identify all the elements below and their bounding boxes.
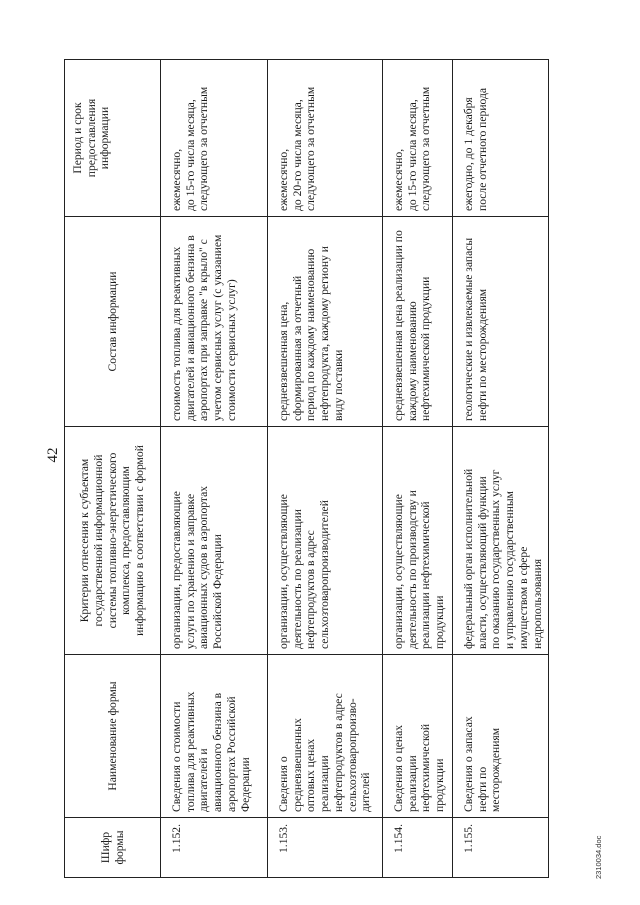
criteria-line: имуществом в сфере — [516, 546, 530, 649]
form-code-cell — [268, 818, 383, 878]
header-form-name — [65, 655, 161, 818]
period-line: следующего за отчетным — [197, 86, 211, 211]
form-name-line: нефти по — [475, 766, 489, 812]
form-code-cell — [161, 818, 268, 878]
info-content-line: стоимости сервисных услуг) — [224, 279, 238, 421]
form-name-line: реализации — [318, 755, 332, 812]
criteria-line: деятельность по реализации — [290, 509, 304, 649]
criteria-cell — [268, 427, 383, 655]
form-name-line: аэропортах Российской — [224, 696, 238, 812]
period-line: следующего за отчетным — [419, 86, 433, 211]
header-text-line: Наименование формы — [105, 681, 119, 791]
form-name-line: Сведения о ценах — [392, 724, 405, 812]
form-name-line: Сведения о стоимости — [170, 701, 183, 812]
criteria-line: и управлению государственным — [503, 490, 517, 649]
header-text-line: системы топливно-энергетического — [105, 452, 119, 629]
table-row — [268, 60, 383, 878]
header-period — [65, 60, 161, 217]
form-code: 1.154. — [392, 824, 405, 853]
info-content-line: двигателей и авиационного бензина в — [183, 235, 197, 421]
footer-filename: 2310034.doc — [594, 835, 603, 879]
header-text-line: формы — [112, 830, 126, 865]
period-line: до 20-го числа месяца, — [290, 99, 304, 211]
form-name-cell — [453, 655, 549, 818]
table-row — [161, 60, 268, 878]
criteria-line: реализации нефтехимической — [419, 501, 433, 649]
info-content-line: средневзвешенная цена, — [277, 301, 290, 421]
form-code: 1.153. — [277, 824, 290, 853]
forms-table — [64, 59, 549, 878]
period-line: ежегодно, до 1 декабря — [462, 97, 475, 211]
form-name-line: двигателей и — [197, 748, 211, 812]
form-name-line: месторождениям — [489, 727, 503, 812]
info-content-line: период по каждому наименованию — [304, 248, 318, 421]
info-content-line: нефти по месторождениям — [475, 288, 489, 421]
criteria-line: по оказанию государственных услуг — [489, 469, 503, 649]
form-name-line: средневзвешенных — [290, 718, 304, 812]
criteria-cell — [453, 427, 549, 655]
header-form-code — [65, 818, 161, 878]
info-content-line: виду поставки — [331, 349, 345, 421]
form-name-line: нефтехимической — [419, 723, 433, 812]
form-name-line: сельхозтоваропроизво- — [345, 698, 359, 812]
period-line: до 15-го числа месяца, — [405, 99, 419, 211]
form-name-line: продукции — [433, 758, 447, 812]
info-content-line: стоимость топлива для реактивных — [170, 246, 183, 421]
criteria-line: недропользования — [530, 558, 544, 649]
page-number: 42 — [45, 447, 61, 463]
form-code-cell — [453, 818, 549, 878]
info-content-line: каждому наименованию — [405, 301, 419, 421]
header-text-line: Состав информации — [105, 271, 119, 372]
header-text-line: Критерии отнесения к субъектам — [78, 458, 92, 623]
criteria-line: сельхозтоваропроизводителей — [318, 500, 332, 649]
period-cell — [383, 60, 453, 217]
form-name-line: дителей — [359, 772, 373, 812]
info-content-line: геологические и извлекаемые запасы — [462, 237, 475, 421]
criteria-line: авиационных судов в аэропортах — [197, 485, 211, 649]
info-content-cell — [161, 217, 268, 427]
info-content-cell — [453, 217, 549, 427]
form-name-line: Сведения о запасах — [462, 716, 475, 812]
form-name-line: реализации — [405, 755, 419, 812]
info-content-line: сформированная за отчетный — [290, 275, 304, 421]
info-content-line: нефтехимической продукции — [419, 276, 433, 421]
form-code: 1.152. — [170, 824, 183, 853]
period-line: до 15-го числа месяца, — [183, 99, 197, 211]
criteria-cell — [383, 427, 453, 655]
form-name-line: оптовых ценах — [304, 738, 318, 812]
form-code: 1.155. — [462, 824, 475, 853]
info-content-cell — [268, 217, 383, 427]
info-content-cell — [383, 217, 453, 427]
criteria-line: услуги по хранению и заправке — [183, 493, 197, 649]
criteria-line: продукции — [433, 595, 447, 649]
info-content-line: учетом сервисных услуг (с указанием — [211, 234, 225, 421]
info-content-line: нефтепродукта, каждому региону и — [318, 246, 332, 421]
header-text-line: Шифр — [98, 831, 112, 864]
period-cell — [161, 60, 268, 217]
criteria-line: деятельность по производству и — [405, 490, 419, 649]
period-line: следующего за отчетным — [304, 86, 318, 211]
period-line: ежемесячно, — [170, 148, 183, 211]
form-name-cell — [161, 655, 268, 818]
table-row — [453, 60, 549, 878]
period-cell — [268, 60, 383, 217]
period-line: ежемесячно, — [392, 148, 405, 211]
period-line: ежемесячно, — [277, 148, 290, 211]
header-text-line: информацию в соответствии с формой — [133, 445, 147, 636]
form-name-cell — [268, 655, 383, 818]
header-text-line: информации — [98, 106, 112, 170]
table-row — [383, 60, 453, 878]
criteria-line: власти, осуществляющий функции — [475, 476, 489, 649]
criteria-line: Российской Федерации — [211, 534, 225, 649]
form-name-line: Федерации — [238, 757, 252, 812]
criteria-line: федеральный орган исполнительной — [462, 468, 475, 649]
form-name-line: авиационного бензина в — [211, 692, 225, 812]
info-content-line: средневзвешенная цена реализации по — [392, 230, 405, 421]
criteria-line: организации, предоставляющие — [170, 491, 183, 649]
header-text-line: Период и срок — [71, 102, 84, 174]
header-info-content — [65, 217, 161, 427]
header-row — [65, 60, 161, 878]
header-criteria — [65, 427, 161, 655]
info-content-line: аэропортах при заправке "в крыло" с — [197, 239, 211, 421]
period-line: после отчетного периода — [475, 87, 489, 211]
form-name-line: нефтепродуктов в адрес — [331, 693, 345, 812]
form-code-cell — [383, 818, 453, 878]
period-cell — [453, 60, 549, 217]
criteria-line: организации, осуществляющие — [277, 494, 290, 649]
criteria-cell — [161, 427, 268, 655]
form-name-line: Сведения о — [277, 756, 290, 812]
form-name-line: топлива для реактивных — [183, 691, 197, 812]
header-text-line: государственной информационной — [91, 454, 105, 627]
header-text-line: предоставления — [84, 98, 98, 178]
form-name-cell — [383, 655, 453, 818]
criteria-line: организации, осуществляющие — [392, 494, 405, 649]
header-text-line: комплекса, предоставляющим — [119, 466, 133, 615]
criteria-line: нефтепродуктов в адрес — [304, 530, 318, 649]
